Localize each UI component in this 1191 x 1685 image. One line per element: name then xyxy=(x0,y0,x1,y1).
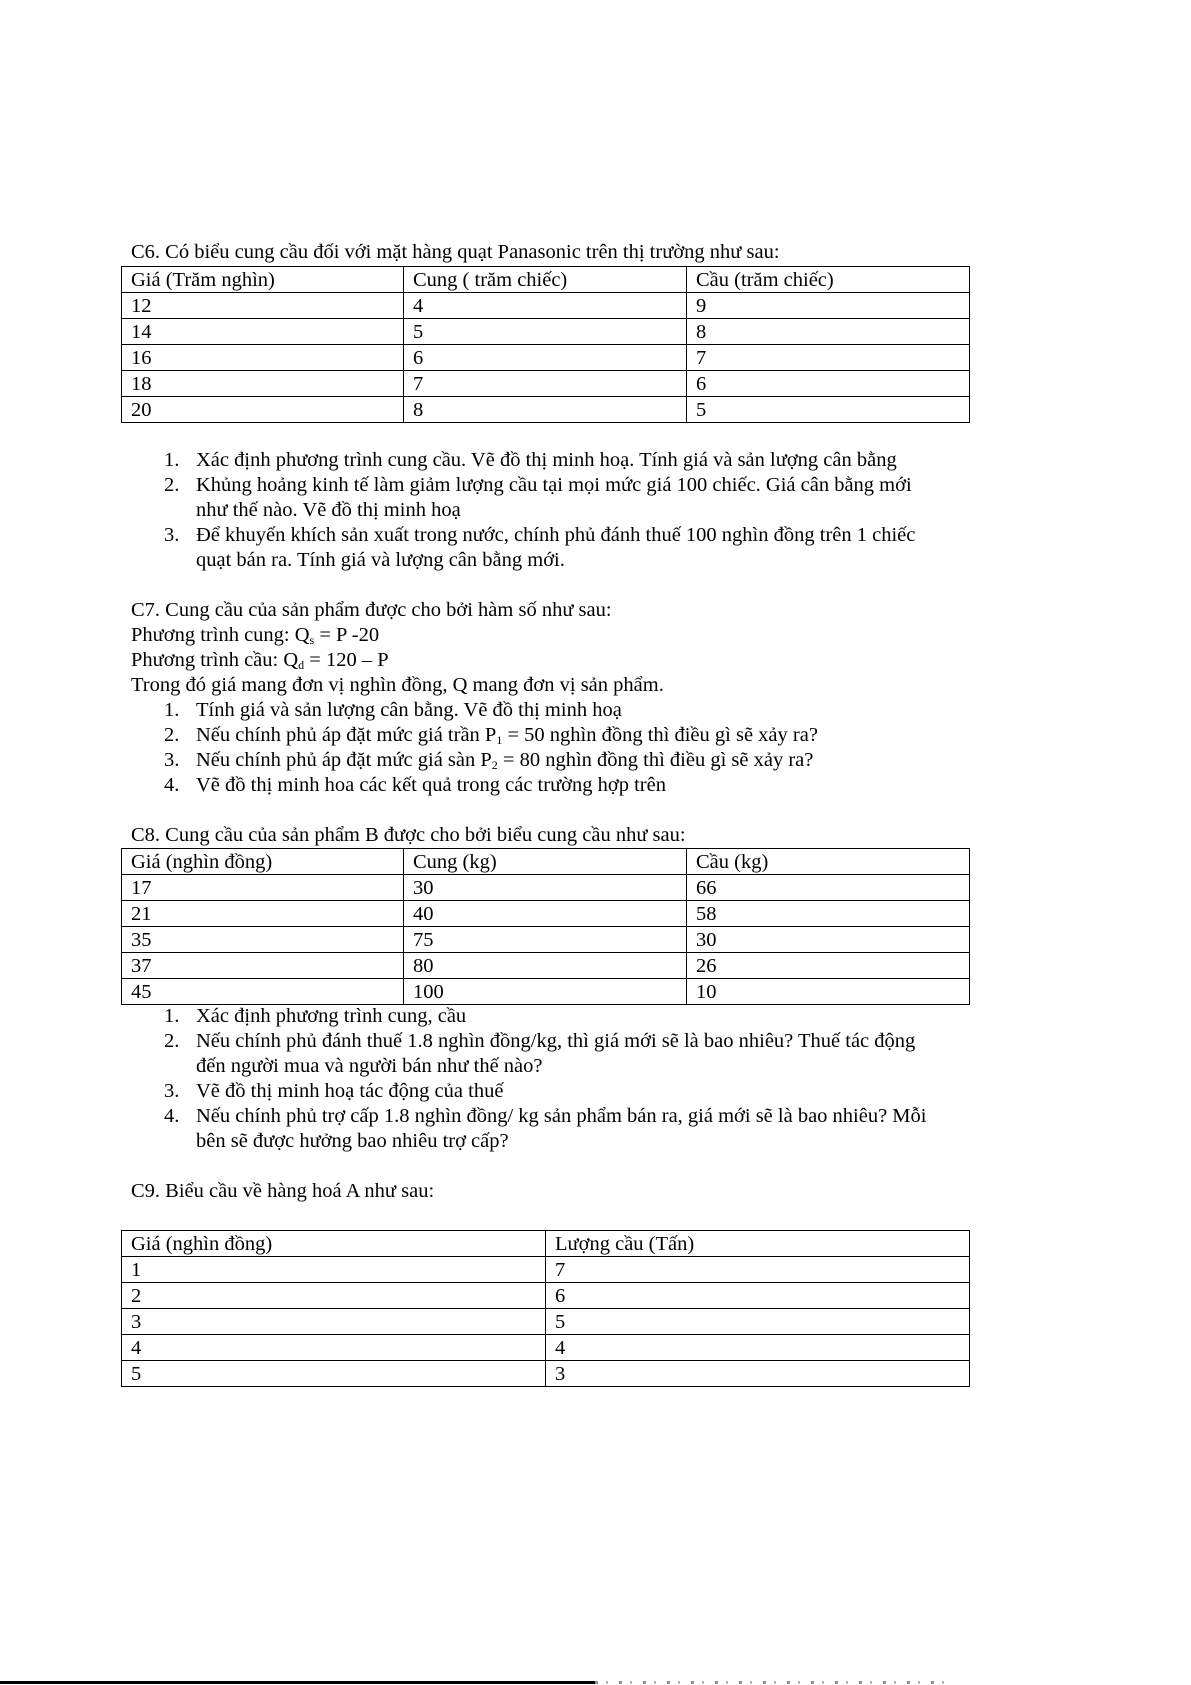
question-number: 2. xyxy=(164,1030,180,1052)
question-text-line: như thế nào. Vẽ đồ thị minh hoạ xyxy=(196,499,461,521)
page-bottom-rule xyxy=(0,1681,595,1684)
question-number: 3. xyxy=(164,749,180,771)
table-row xyxy=(122,293,970,319)
cell-quantity: 3 xyxy=(546,1361,970,1387)
question-text: Tính giá và sản lượng cân bằng. Vẽ đồ thị minh hoạ xyxy=(196,699,622,721)
cell-price: 1 xyxy=(122,1257,546,1283)
c7-units-note: Trong đó giá mang đơn vị nghìn đồng, Q mang đơn vị sản phẩm. xyxy=(131,674,664,696)
header-demand: Cầu (kg) xyxy=(687,849,970,875)
cell-demand: 58 xyxy=(687,901,970,927)
demand-subscript: d xyxy=(298,658,305,672)
question-number: 2. xyxy=(164,724,180,746)
cell-supply: 7 xyxy=(404,371,687,397)
question-text: Xác định phương trình cung, cầu xyxy=(196,1005,467,1027)
table-row xyxy=(122,953,970,979)
question-text-line: Nếu chính phủ trợ cấp 1.8 nghìn đồng/ kg sản phẩm bán ra, giá mới sẽ là bao nhiêu? Mỗi xyxy=(196,1105,927,1127)
cell-price: 21 xyxy=(122,901,404,927)
question-text: Xác định phương trình cung cầu. Vẽ đồ thị minh hoạ. Tính giá và sản lượng cân bằng xyxy=(196,449,897,471)
table-header-row xyxy=(122,1231,970,1257)
cell-quantity: 7 xyxy=(546,1257,970,1283)
header-price: Giá (nghìn đồng) xyxy=(122,849,404,875)
cell-price: 5 xyxy=(122,1361,546,1387)
cell-quantity: 4 xyxy=(546,1335,970,1361)
question-text-line: Khủng hoảng kinh tế làm giảm lượng cầu tại mọi mức giá 100 chiếc. Giá cân bằng mới xyxy=(196,474,912,496)
demand-label: Phương trình cầu: Q xyxy=(131,649,299,671)
c6-supply-demand-table xyxy=(121,266,970,423)
header-supply: Cung ( trăm chiếc) xyxy=(404,267,687,293)
cell-price: 20 xyxy=(122,397,404,423)
cell-supply: 5 xyxy=(404,319,687,345)
cell-demand: 30 xyxy=(687,927,970,953)
cell-price: 16 xyxy=(122,345,404,371)
table-row xyxy=(122,901,970,927)
supply-formula: = P -20 xyxy=(314,624,380,646)
table-row xyxy=(122,397,970,423)
question-number: 1. xyxy=(164,449,180,471)
question-item xyxy=(0,1104,971,1154)
header-demand: Cầu (trăm chiếc) xyxy=(687,267,970,293)
question-number: 4. xyxy=(164,1105,180,1127)
demand-formula: = 120 – P xyxy=(304,649,389,671)
c6-title: C6. Có biểu cung cầu đối với mặt hàng quạt Panasonic trên thị trường như sau: xyxy=(131,241,780,263)
cell-price: 18 xyxy=(122,371,404,397)
question-number: 3. xyxy=(164,1080,180,1102)
cell-demand: 6 xyxy=(687,371,970,397)
question-item xyxy=(0,473,971,523)
supply-label: Phương trình cung: Q xyxy=(131,624,310,646)
question-text-line: Nếu chính phủ đánh thuế 1.8 nghìn đồng/kg, thì giá mới sẽ là bao nhiêu? Thuế tác động xyxy=(196,1030,916,1052)
cell-demand: 7 xyxy=(687,345,970,371)
cell-supply: 8 xyxy=(404,397,687,423)
cell-price: 14 xyxy=(122,319,404,345)
price-ceiling-subscript: 1 xyxy=(496,733,503,747)
c8-title: C8. Cung cầu của sản phẩm B được cho bởi biểu cung cầu như sau: xyxy=(131,824,686,846)
cell-demand: 9 xyxy=(687,293,970,319)
c9-title: C9. Biểu cầu về hàng hoá A như sau: xyxy=(131,1180,435,1202)
table-row xyxy=(122,1361,970,1387)
question-item xyxy=(0,523,971,573)
question-item xyxy=(0,698,971,723)
header-supply: Cung (kg) xyxy=(404,849,687,875)
header-quantity-demanded: Lượng cầu (Tấn) xyxy=(546,1231,970,1257)
question-text: Vẽ đồ thị minh hoa các kết quả trong các trường hợp trên xyxy=(196,774,666,796)
cell-demand: 10 xyxy=(687,979,970,1005)
cell-price: 12 xyxy=(122,293,404,319)
table-row xyxy=(122,345,970,371)
page-bottom-scan-artifact xyxy=(595,1681,955,1684)
header-price: Giá (Trăm nghìn) xyxy=(122,267,404,293)
table-row xyxy=(122,1335,970,1361)
question-number: 1. xyxy=(164,699,180,721)
cell-price: 2 xyxy=(122,1283,546,1309)
table-row xyxy=(122,1283,970,1309)
question-item xyxy=(0,448,971,473)
question-text-line: Để khuyến khích sản xuất trong nước, chính phủ đánh thuế 100 nghìn đồng trên 1 chiếc xyxy=(196,524,916,546)
cell-supply: 80 xyxy=(404,953,687,979)
question-item xyxy=(0,1029,971,1079)
cell-supply: 4 xyxy=(404,293,687,319)
table-header-row xyxy=(122,267,970,293)
question-text: = 80 nghìn đồng thì điều gì sẽ xảy ra? xyxy=(497,749,814,771)
question-number: 4. xyxy=(164,774,180,796)
cell-supply: 100 xyxy=(404,979,687,1005)
question-item xyxy=(0,1004,971,1029)
cell-price: 37 xyxy=(122,953,404,979)
table-row xyxy=(122,1309,970,1335)
question-item xyxy=(0,773,971,798)
question-number: 2. xyxy=(164,474,180,496)
question-text-line: đến người mua và người bán như thế nào? xyxy=(196,1055,543,1077)
question-item xyxy=(0,1079,971,1104)
table-row xyxy=(122,979,970,1005)
c7-questions xyxy=(0,698,1191,798)
cell-demand: 26 xyxy=(687,953,970,979)
cell-supply: 75 xyxy=(404,927,687,953)
table-row xyxy=(122,371,970,397)
question-text: = 50 nghìn đồng thì điều gì sẽ xảy ra? xyxy=(502,724,818,746)
question-text-line: bên sẽ được hưởng bao nhiêu trợ cấp? xyxy=(196,1130,509,1152)
cell-price: 45 xyxy=(122,979,404,1005)
cell-quantity: 6 xyxy=(546,1283,970,1309)
cell-supply: 40 xyxy=(404,901,687,927)
c8-supply-demand-table xyxy=(121,848,970,1005)
question-text-line: quạt bán ra. Tính giá và lượng cân bằng mới. xyxy=(196,549,565,571)
cell-demand: 5 xyxy=(687,397,970,423)
c7-supply-equation xyxy=(131,623,379,648)
c6-questions xyxy=(0,448,1191,573)
header-price: Giá (nghìn đồng) xyxy=(122,1231,546,1257)
table-header-row xyxy=(122,849,970,875)
question-item xyxy=(0,748,971,773)
cell-quantity: 5 xyxy=(546,1309,970,1335)
question-text: Vẽ đồ thị minh hoạ tác động của thuế xyxy=(196,1080,504,1102)
c7-title: C7. Cung cầu của sản phẩm được cho bởi hàm số như sau: xyxy=(131,599,612,621)
cell-demand: 8 xyxy=(687,319,970,345)
supply-subscript: s xyxy=(309,633,315,647)
c8-questions xyxy=(0,1004,1191,1154)
cell-price: 4 xyxy=(122,1335,546,1361)
cell-price: 3 xyxy=(122,1309,546,1335)
question-item xyxy=(0,723,971,748)
price-floor-subscript: 2 xyxy=(491,758,498,772)
table-row xyxy=(122,875,970,901)
c7-demand-equation xyxy=(131,648,389,673)
table-row xyxy=(122,1257,970,1283)
cell-demand: 66 xyxy=(687,875,970,901)
question-number: 1. xyxy=(164,1005,180,1027)
table-row xyxy=(122,319,970,345)
cell-price: 17 xyxy=(122,875,404,901)
c9-demand-table xyxy=(121,1230,970,1387)
table-row xyxy=(122,927,970,953)
question-text: Nếu chính phủ áp đặt mức giá trần P xyxy=(196,724,497,746)
cell-price: 35 xyxy=(122,927,404,953)
question-text: Nếu chính phủ áp đặt mức giá sàn P xyxy=(196,749,492,771)
cell-supply: 30 xyxy=(404,875,687,901)
question-number: 3. xyxy=(164,524,180,546)
cell-supply: 6 xyxy=(404,345,687,371)
